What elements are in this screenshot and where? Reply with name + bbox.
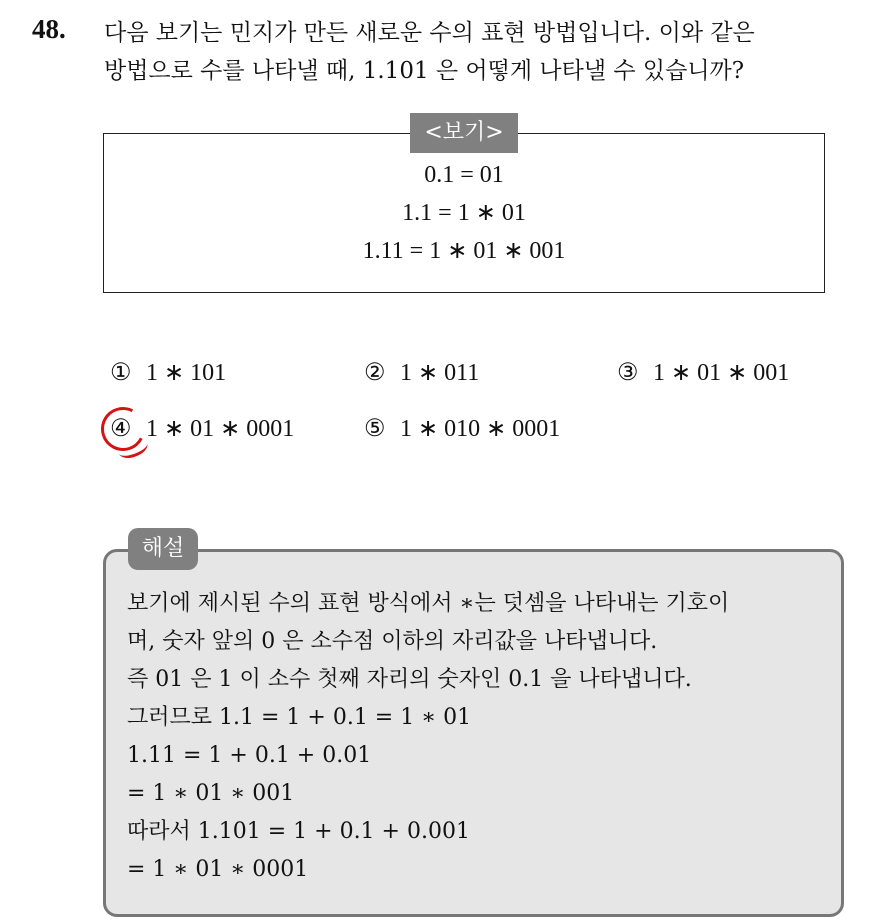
choice-text: 1 ∗ 101: [146, 360, 227, 386]
choice-number: ③: [617, 360, 639, 386]
solution-line: 보기에 제시된 수의 표현 방식에서 ∗는 덧셈을 나타내는 기호이: [127, 591, 730, 616]
example-lines: [103, 156, 825, 270]
question-text: [104, 14, 864, 90]
example-line: 1.1 = 1 ∗ 01: [402, 200, 526, 226]
solution-line: 1.11 = 1 + 0.1 + 0.01: [127, 743, 372, 768]
example-box-title: <보기>: [410, 113, 518, 153]
question-number: 48.: [32, 14, 66, 44]
question-line: 방법으로 수를 나타낼 때, 1.101 은 어떻게 나타낼 수 있습니까?: [104, 58, 745, 84]
solution-line: 즉 01 은 1 이 소수 첫째 자리의 숫자인 0.1 을 나타냅니다.: [127, 667, 692, 692]
choice-text: 1 ∗ 010 ∗ 0001: [400, 416, 561, 442]
solution-line: 며, 숫자 앞의 0 은 소수점 이하의 자리값을 나타냅니다.: [127, 629, 658, 654]
choice-3[interactable]: [617, 358, 789, 387]
choice-number: ④: [110, 416, 132, 442]
solution-text: [127, 585, 837, 889]
solution-line: 따라서 1.101 = 1 + 0.1 + 0.001: [127, 819, 470, 844]
choice-text: 1 ∗ 01 ∗ 0001: [146, 416, 295, 442]
question-line: 다음 보기는 민지가 만든 새로운 수의 표현 방법입니다. 이와 같은: [104, 20, 755, 46]
solution-line: = 1 ∗ 01 ∗ 001: [127, 781, 295, 806]
choice-5[interactable]: [364, 414, 560, 443]
choice-number: ⑤: [364, 416, 386, 442]
solution-tag: 해설: [128, 528, 198, 570]
example-line: 1.11 = 1 ∗ 01 ∗ 001: [362, 238, 566, 264]
choice-text: 1 ∗ 011: [400, 360, 480, 386]
choice-1[interactable]: [110, 358, 226, 387]
choice-text: 1 ∗ 01 ∗ 001: [653, 360, 790, 386]
choice-2[interactable]: [364, 358, 479, 387]
solution-line: = 1 ∗ 01 ∗ 0001: [127, 857, 309, 882]
example-line: 0.1 = 01: [424, 162, 504, 188]
choice-number: ①: [110, 360, 132, 386]
choice-number: ②: [364, 360, 386, 386]
solution-line: 그러므로 1.1 = 1 + 0.1 = 1 ∗ 01: [127, 705, 472, 730]
